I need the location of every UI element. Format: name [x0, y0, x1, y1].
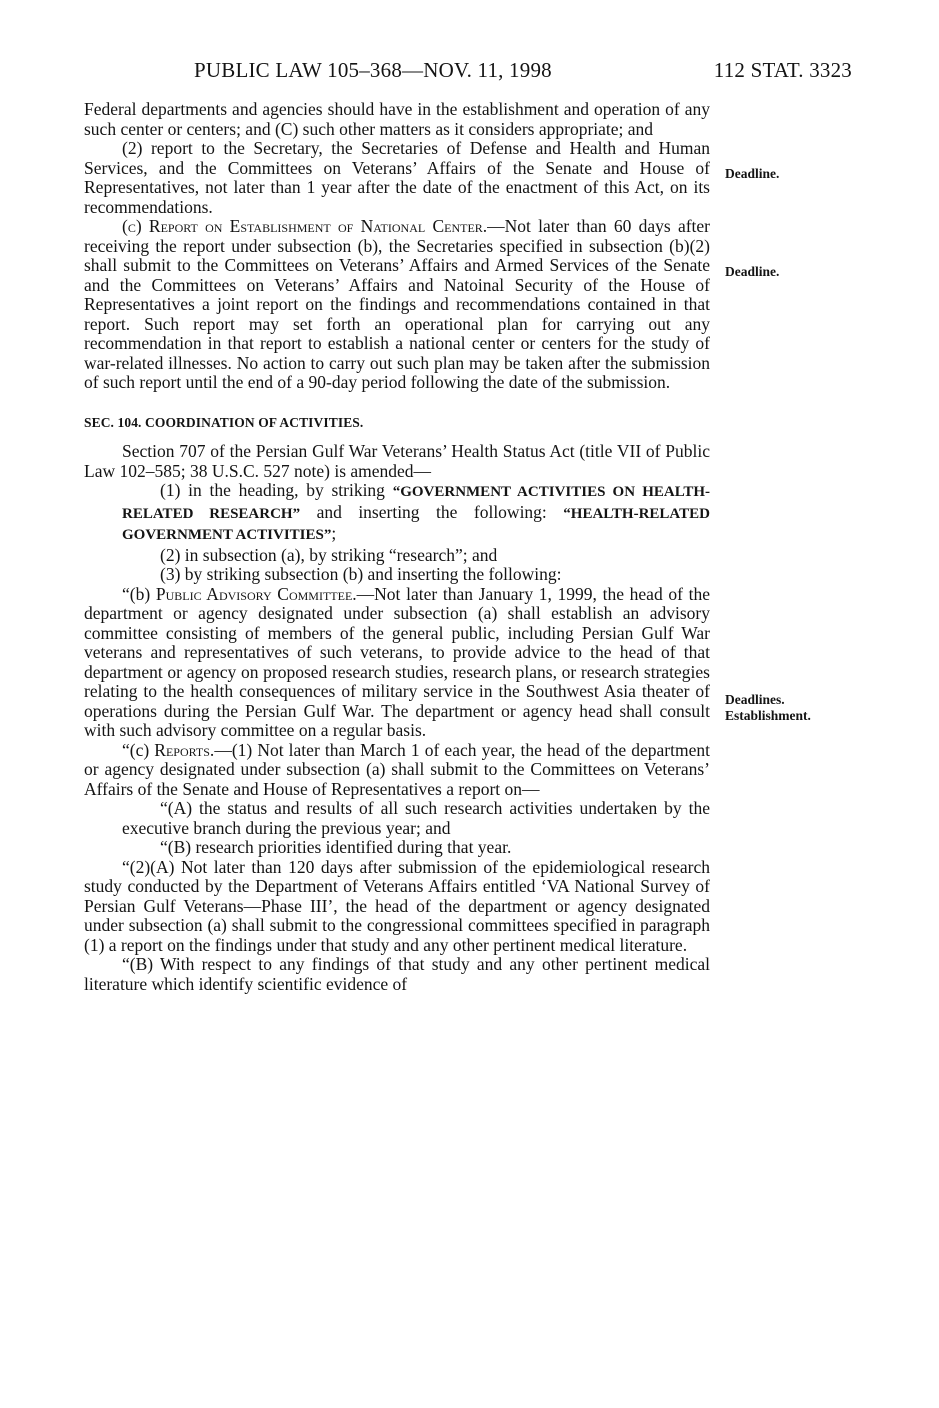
- paragraph: “(B) research priorities identified during that year.: [160, 837, 512, 857]
- paragraph-subsection-c-reports: [84, 741, 710, 800]
- margin-note-deadlines: Deadlines.: [725, 692, 785, 707]
- paragraph: “(2)(A) Not later than 120 days after submission of the epidemiological research study conducted by the Department of Veterans Affairs entitled ‘VA National Survey of Persian Gulf Veterans—Phase III’, the head of the department or agency designated under subsection (a) shall submit to the congressional committees specified in paragraph (1) a report on the findings under that study and any other pertinent medical literature.: [84, 856, 710, 955]
- subsection-heading: (c) Report on Establishment of National Center.: [122, 216, 488, 236]
- paragraph: Federal departments and agencies should have in the establishment and operation of any such center or centers; and (C) such other matters as it considers appropriate; and: [84, 99, 710, 139]
- item-text: ;: [331, 523, 337, 543]
- item-text: (1) in the heading, by striking: [160, 480, 393, 500]
- paragraph: Section 707 of the Persian Gulf War Veterans’ Health Status Act (title VII of Public Law 102–585; 38 U.S.C. 527 note) is amended—: [84, 441, 710, 481]
- subsection-heading: Reports.: [154, 739, 215, 760]
- margin-note-deadline: Deadline.: [725, 166, 780, 181]
- subsection-text: —Not later than January 1, 1999, the head of the department or agency designated under subsection (a) shall establish an advisory committee consisting of members of the general public, including Persian Gulf War veterans and representatives of such veterans, to provide advice to the head of that department or agency on proposed research studies, research plans, or research strategies relating to the health consequences of military service in the Southwest Asia theater of operations during the Persian Gulf War. The department or agency head shall consult with such advisory committee on a regular basis.: [84, 583, 711, 740]
- subsection-open: “(c): [122, 739, 155, 760]
- margin-note-deadline: Deadline.: [725, 264, 780, 279]
- page-header: [162, 58, 852, 88]
- inserted-heading: “HEALTH-RELATED GOVERNMENT ACTIVITIES”: [122, 505, 710, 543]
- paragraph-item-3: (3) by striking subsection (b) and inserting the following:: [160, 564, 562, 584]
- body-text: [84, 100, 710, 994]
- subsection-open: “(b): [122, 583, 156, 604]
- paragraph: “(B) With respect to any findings of that study and any other pertinent medical literature which identify scientific evidence of: [84, 954, 710, 994]
- paragraph: “(A) the status and results of all such research activities undertaken by the executive branch during the previous year; and: [122, 798, 710, 838]
- paragraph-item-2: (2) in subsection (a), by striking “research”; and: [160, 544, 498, 565]
- subsection-text: —Not later than 60 days after receiving the report under subsection (b), the Secretaries specified in subsection (b)(2) shall submit to the Committees on Veterans’ Affairs and Armed Services of the Senate and the Committees on Veterans’ Affairs and Natoinal Security of the House of Representatives a joint report on the findings and recommendations contained in that report. Such report may set forth an operational plan for carrying out any recommendation in that report to establish a national center or centers for the study of war-related illnesses. No action to carry out such plan may be taken after the submission of such report until the end of a 90-day period following the date of the submission.: [84, 216, 710, 392]
- header-law-citation: PUBLIC LAW 105–368—NOV. 11, 1998: [194, 58, 552, 82]
- subsection-text: —(1) Not later than March 1 of each year, the head of the department or agency designated under subsection (a) shall submit to the Committees on Veterans’ Affairs of the Senate and House of Representatives a report on—: [84, 739, 710, 799]
- struck-heading: “GOVERNMENT ACTIVITIES ON HEALTH-RELATED RESEARCH”: [122, 484, 710, 522]
- item-text: and inserting the following:: [300, 501, 564, 522]
- paragraph-subsection-c: [84, 217, 710, 393]
- margin-note-establishment: Establishment.: [725, 708, 811, 723]
- paragraph: (2) report to the Secretary, the Secretaries of Defense and Health and Human Services, and the Committees on Veterans’ Affairs of the Senate and House of Representatives, not later than 1 year after the date of the enactment of this Act, on its recommendations.: [84, 138, 710, 217]
- header-stat-page: 112 STAT. 3323: [713, 58, 852, 82]
- section-heading: SEC. 104. COORDINATION OF ACTIVITIES.: [84, 414, 364, 430]
- paragraph-item-1: [84, 481, 710, 546]
- subsection-heading: Public Advisory Committee.: [155, 583, 357, 604]
- paragraph-subsection-b: [84, 585, 710, 741]
